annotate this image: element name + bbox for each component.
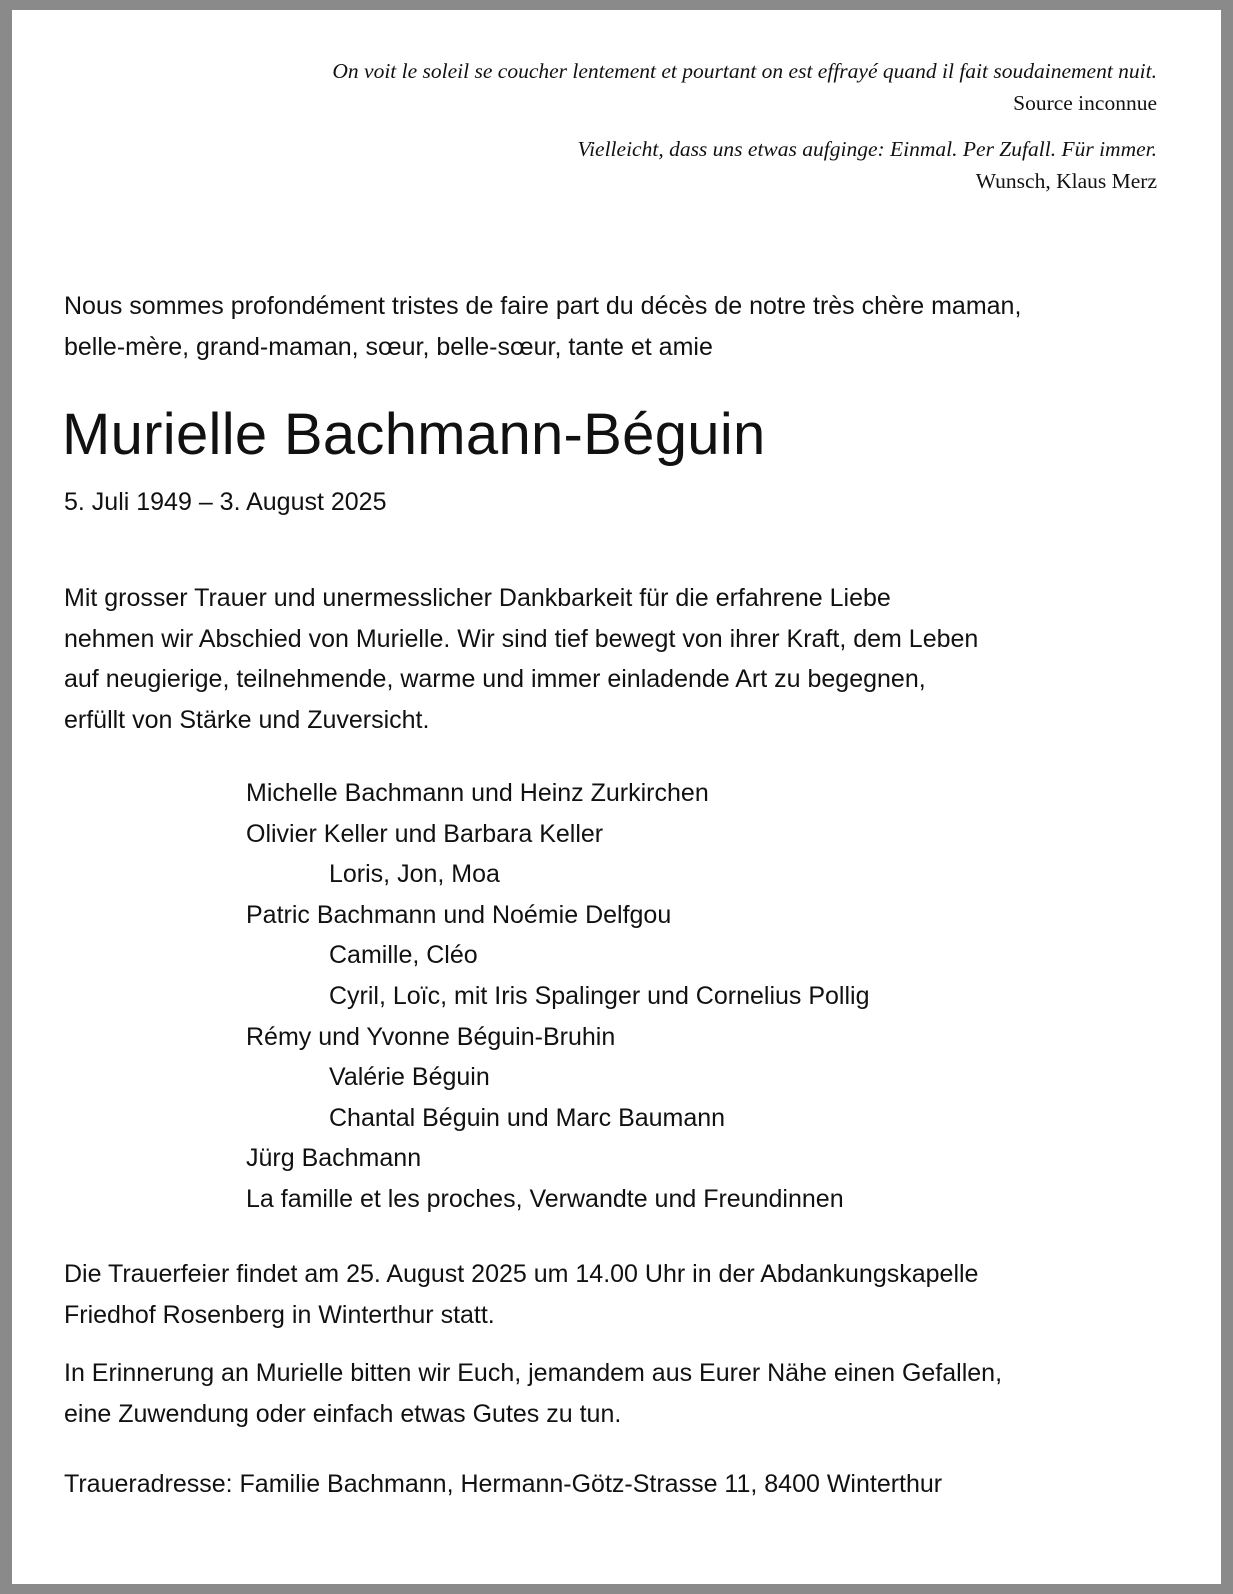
announcement-intro — [64, 286, 1174, 368]
message-line: Mit grosser Trauer und unermesslicher Dankbarkeit für die erfahrene Liebe — [64, 584, 891, 612]
family-member-child: Valérie Béguin — [329, 1063, 490, 1092]
deceased-name: Murielle Bachmann-Béguin — [62, 402, 766, 467]
service-line: Die Trauerfeier findet am 25. August 2025 um 14.00 Uhr in der Abdankungskapelle — [64, 1260, 979, 1288]
intro-line: Nous sommes profondément tristes de faire part du décès de notre très chère maman, — [64, 292, 1022, 320]
farewell-message — [64, 578, 978, 740]
life-dates: 5. Juli 1949 – 3. August 2025 — [64, 488, 387, 516]
intro-line: belle-mère, grand-maman, sœur, belle-sœur, tante et amie — [64, 333, 713, 361]
family-member: La famille et les proches, Verwandte und Freundinnen — [246, 1184, 844, 1213]
message-line: auf neugierige, teilnehmende, warme und immer einladende Art zu begegnen, — [64, 665, 926, 693]
quote-source: Wunsch, Klaus Merz — [975, 169, 1157, 193]
family-member: Patric Bachmann und Noémie Delfgou — [246, 900, 672, 929]
funeral-service-info — [64, 1254, 978, 1336]
family-member-child: Camille, Cléo — [329, 941, 478, 970]
family-member: Jürg Bachmann — [246, 1144, 422, 1173]
service-line: Friedhof Rosenberg in Winterthur statt. — [64, 1301, 495, 1329]
epigraph-quotes — [332, 55, 1157, 197]
remembrance-line: In Erinnerung an Murielle bitten wir Euch, jemandem aus Eurer Nähe einen Gefallen, — [64, 1359, 1003, 1387]
quote-block-french — [332, 55, 1157, 119]
family-list — [246, 773, 870, 1220]
remembrance-line: eine Zuwendung oder einfach etwas Gutes zu tun. — [64, 1400, 622, 1428]
remembrance-request — [64, 1353, 1002, 1435]
quote-block-german — [332, 133, 1157, 197]
quote-source: Source inconnue — [1013, 91, 1157, 115]
obituary-page — [12, 10, 1221, 1584]
family-member: Olivier Keller und Barbara Keller — [246, 819, 604, 848]
family-member: Rémy und Yvonne Béguin-Bruhin — [246, 1022, 616, 1051]
message-line: erfüllt von Stärke und Zuversicht. — [64, 705, 430, 734]
mourning-address: Traueradresse: Familie Bachmann, Hermann-Götz-Strasse 11, 8400 Winterthur — [64, 1470, 943, 1498]
quote-text: On voit le soleil se coucher lentement et pourtant on est effrayé quand il fait soudainement nuit. — [332, 59, 1157, 83]
message-line: nehmen wir Abschied von Murielle. Wir sind tief bewegt von ihrer Kraft, dem Leben — [64, 624, 979, 653]
quote-text: Vielleicht, dass uns etwas aufginge: Einmal. Per Zufall. Für immer. — [577, 137, 1157, 161]
family-member-child: Cyril, Loïc, mit Iris Spalinger und Cornelius Pollig — [329, 981, 870, 1010]
family-member-child: Loris, Jon, Moa — [329, 860, 500, 889]
family-member: Michelle Bachmann und Heinz Zurkirchen — [246, 779, 709, 807]
family-member-child: Chantal Béguin und Marc Baumann — [329, 1103, 726, 1132]
